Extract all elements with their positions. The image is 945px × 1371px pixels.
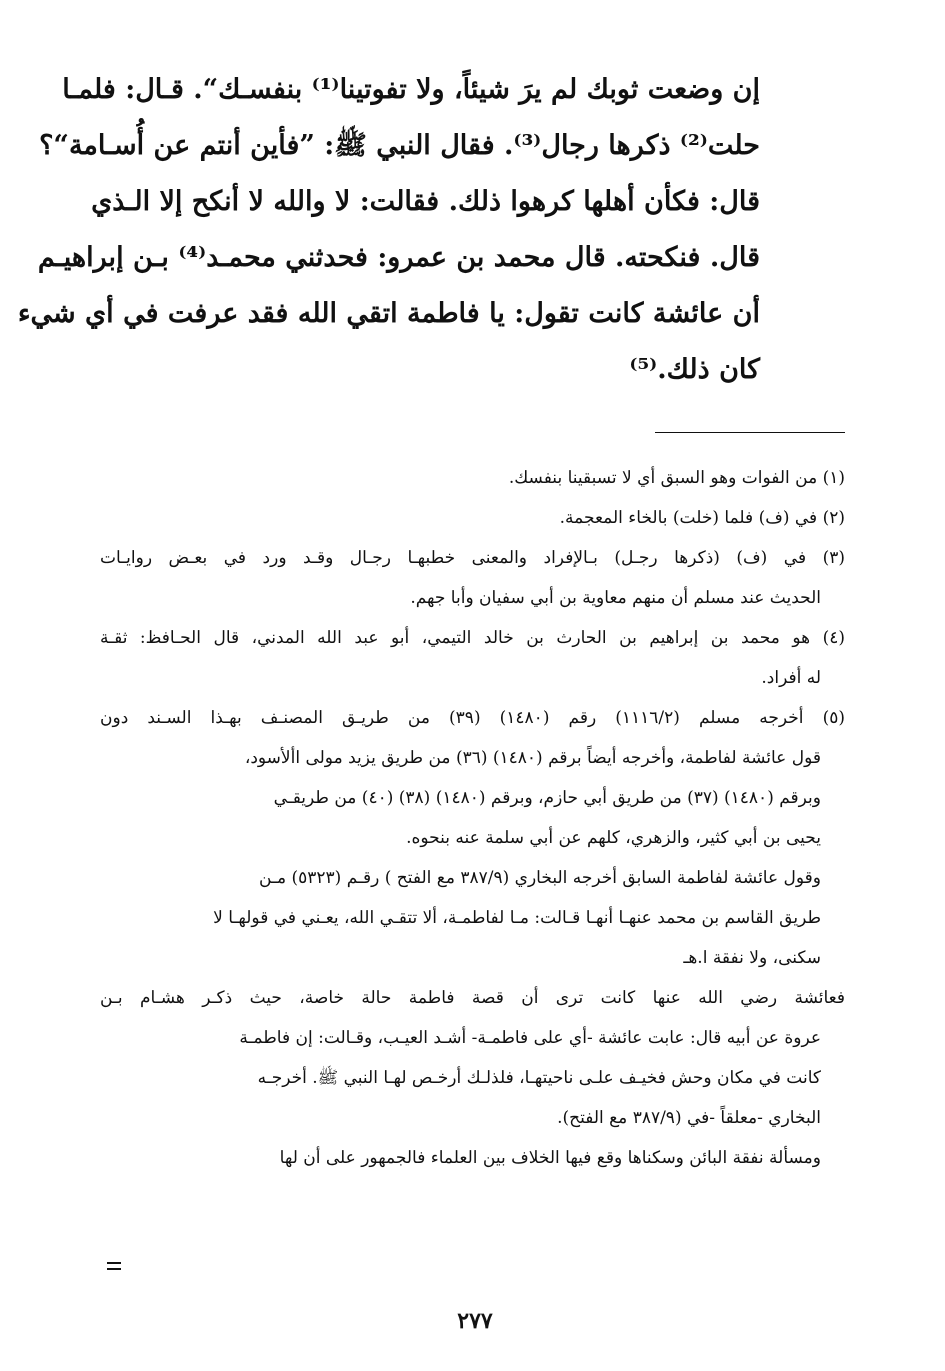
footnote-line: يحيى بن أبي كثير، والزهري، كلهم عن أبي سلمة عنه بنحوه. <box>406 828 821 848</box>
footnote-line: (٥) أخرجه مسلم (١١١٦/٢) رقم (١٤٨٠) (٣٩) من طريـق المصنـف بهـذا السـند دون <box>100 708 845 728</box>
footnote-line: عروة عن أبيه قال: عابت عائشة -أي على فاطمـة- أشـد العيـب، وقـالت: إن فاطمـة <box>239 1028 821 1048</box>
footnote-line: سكنى، ولا نفقة ا.هـ <box>683 948 821 968</box>
main-line: أن عائشة كانت تقول: يا فاطمة اتقي الله فقد عرفت في أي شيء <box>17 298 760 329</box>
footnote-line: (٣) في (ف) (ذكرها رجـل) بـالإفراد والمعنى خطبهـا رجـال وقـد ورد في بعـض روايـات <box>100 548 845 568</box>
main-line: قال. فنكحته. قال محمد بن عمرو: فحدثني محمـد⁽⁴⁾ بـن إبراهيـم <box>37 242 760 273</box>
footnote-line: (١) من الفوات وهو السبق أي لا تسبقينا بنفسك. <box>508 468 845 488</box>
footnote-line: طريق القاسم بن محمد عنهـا أنهـا قـالت: مـا لفاطمـة، ألا تتقـي الله، يعـني في قولهـا لا <box>213 908 821 928</box>
footnote-line: قول عائشة لفاطمة، وأخرجه أيضاً برقم (١٤٨٠) (٣٦) من طريق يزيد مولى األأسود، <box>244 748 821 768</box>
footnote-line: وبرقم (١٤٨٠) (٣٧) من طريق أبي حازم، وبرقم (١٤٨٠) (٣٨) (٤٠) من طريقـي <box>273 788 821 808</box>
main-line: قال: فكأن أهلها كرهوا ذلك. فقالت: لا والله لا أنكح إلا الـذي <box>91 186 760 217</box>
continuation-mark <box>107 1262 121 1270</box>
footnote-line: (٤) هو محمد بن إبراهيم بن الحارث بن خالد التيمي، أبو عبد الله المدني، قال الحـافظ: ثقـة <box>100 628 845 648</box>
footnote-line: له أفراد. <box>761 668 821 688</box>
main-text-block <box>17 62 760 398</box>
main-line: إن وضعت ثوبك لم يرَ شيئاً، ولا تفوتينا⁽¹⁾ بنفسـك“. قـال: فلمـا <box>62 74 760 105</box>
footnote-line: الحديث عند مسلم أن منهم معاوية بن أبي سفيان وأبا جهم. <box>410 588 821 608</box>
page-number: ٢٧٧ <box>457 1308 493 1334</box>
main-line: حلت⁽²⁾ ذكرها رجال⁽³⁾. فقال النبي ﷺ: ”فأين أنتم عن أُسـامة“؟ <box>39 130 760 161</box>
footnote-separator <box>655 432 845 433</box>
footnote-line: البخاري -معلقاً -في (٣٨٧/٩ مع الفتح). <box>557 1108 821 1128</box>
main-line: كان ذلك.⁽⁵⁾ <box>629 354 760 385</box>
footnote-line: وقول عائشة لفاطمة السابق أخرجه البخاري (٣٨٧/٩ مع الفتح ) رقـم (٥٣٢٣) مـن <box>259 868 821 888</box>
footnote-line: ومسألة نفقة البائن وسكناها وقع فيها الخلاف بين العلماء فالجمهور على أن لها <box>279 1148 821 1168</box>
footnotes-block <box>100 458 845 1178</box>
footnote-line: (٢) في (ف) فلما (خلت) بالخاء المعجمة. <box>559 508 845 528</box>
footnote-line: كانت في مكان وحش فخيـف علـى ناحيتهـا، فلذلـك أرخـص لهـا النبي ﷺ. أخرجـه <box>257 1068 821 1088</box>
footnote-line: فعائشة رضي الله عنها كانت ترى أن قصة فاطمة حالة خاصة، حيث ذكـر هشـام بـن <box>100 988 845 1008</box>
